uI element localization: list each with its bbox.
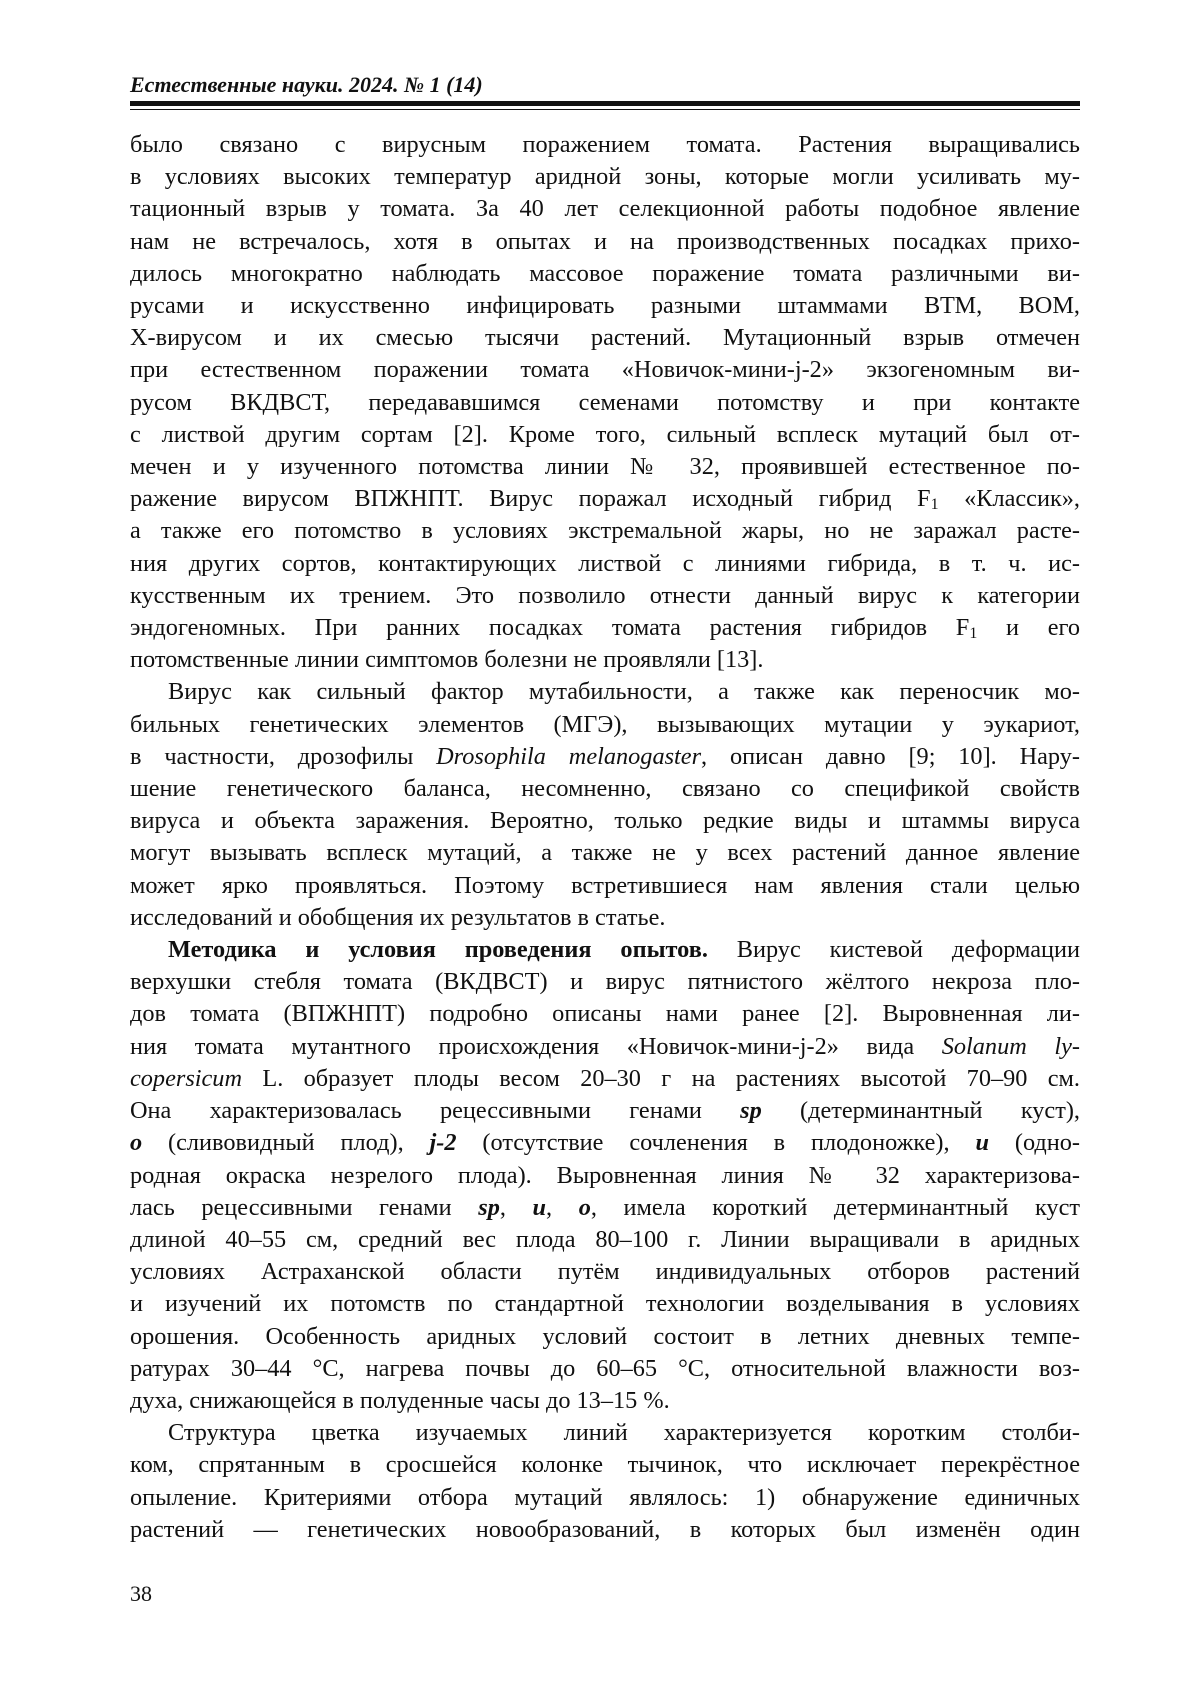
text-line: при естественном поражении томата «Новичок-мини-j-2» экзогеномным ви- (130, 356, 1080, 384)
text-run: , (499, 1193, 533, 1221)
text-run: Она характеризовалась рецессивными генами (130, 1097, 741, 1125)
text-line: бильных генетических элементов (МГЭ), вызывающих мутации у эукариот, (130, 710, 1080, 738)
text-run: в частности, дрозофилы (130, 742, 437, 770)
text-line: и изучений их потомств по стандартной технологии возделывания в условиях (130, 1290, 1080, 1318)
paragraph-3 (130, 934, 1080, 1417)
text-line: дилось многократно наблюдать массовое поражение томата различными ви- (130, 259, 1080, 287)
text-line (130, 1031, 1080, 1063)
species-name: Solanum ly- (941, 1032, 1080, 1060)
text-line (130, 741, 1080, 773)
gene-symbol: o (130, 1129, 143, 1157)
text-line: Вирус как сильный фактор мутабильности, а также как переносчик мо- (168, 678, 1080, 706)
text-run: L. образует плоды весом 20–30 г на растениях высотой 70–90 см. (242, 1064, 1080, 1092)
text-line: исследований и обобщения их результатов в статье. (130, 903, 666, 931)
article-body (130, 129, 1080, 1546)
text-line: ния других сортов, контактирующих листвой с линиями гибрида, в т. ч. ис- (130, 549, 1080, 577)
text-line (130, 612, 1080, 644)
running-header: Естественные науки. 2024. № 1 (14) (130, 72, 483, 97)
text-line: было связано с вирусным поражением томата. Растения выращивались (130, 131, 1080, 158)
text-line: могут вызывать всплеск мутаций, а также не у всех растений данное явление (130, 839, 1080, 867)
text-line: ратурах 30–44 °С, нагрева почвы до 60–65 °С, относительной влажности воз- (130, 1354, 1080, 1382)
text-line (130, 1192, 1080, 1224)
gene-symbol: u (975, 1129, 989, 1157)
text-line: ком, спрятанным в сросшейся колонке тычинок, что исключает перекрёстное (130, 1451, 1080, 1479)
subscript-1: 1 (969, 625, 978, 643)
species-name: copersicum (130, 1064, 243, 1092)
text-run: и его (977, 614, 1080, 642)
text-line: верхушки стебля томата (ВКДВСТ) и вирус пятнистого жёлтого некроза пло- (130, 968, 1080, 996)
text-line (130, 934, 1080, 966)
text-line: русами и искусственно инфицировать разными штаммами ВТМ, ВОМ, (130, 292, 1080, 320)
text-line: а также его потомство в условиях экстремальной жары, но не заражал расте- (130, 517, 1080, 545)
paragraph-1 (130, 129, 1080, 676)
text-line: шение генетического баланса, несомненно, связано со спецификой свойств (130, 775, 1080, 803)
section-heading: Методика и условия проведения опытов. (168, 936, 708, 964)
text-line: мечен и у изученного потомства линии № 32, проявившей естественное по- (130, 453, 1080, 481)
text-line (130, 1063, 1080, 1095)
text-line: нам не встречалось, хотя в опытах и на производственных посадках прихо- (130, 227, 1080, 255)
text-line: кусственным их трением. Это позволило отнести данный вирус к категории (130, 581, 1080, 609)
text-run: «Классик», (938, 485, 1080, 513)
text-line: Х-вирусом и их смесью тысячи растений. Мутационный взрыв отмечен (130, 324, 1080, 352)
page-number: 38 (130, 1581, 152, 1606)
text-run: (одно- (988, 1129, 1080, 1157)
gene-symbol: sp (478, 1193, 500, 1221)
text-line: потомственные линии симптомов болезни не проявляли [13]. (130, 646, 764, 674)
text-run: , описан давно [9; 10]. Нару- (701, 742, 1080, 770)
text-line: дов томата (ВПЖНПТ) подробно описаны нами ранее [2]. Выровненная ли- (130, 1000, 1080, 1028)
text-run: , (546, 1193, 579, 1221)
text-line (130, 1127, 1080, 1159)
text-line: вируса и объекта заражения. Вероятно, только редкие виды и штаммы вируса (130, 807, 1080, 835)
header-rule-thick (130, 101, 1080, 106)
text-run: лась рецессивными генами (130, 1193, 479, 1221)
text-run: (отсутствие сочленения в плодоножке), (456, 1129, 976, 1157)
text-line: в условиях высоких температур аридной зоны, которые могли усиливать му- (130, 163, 1080, 191)
text-run: ражение вирусом ВПЖНПТ. Вирус поражал исходный гибрид F (130, 485, 931, 513)
paragraph-2 (130, 676, 1080, 934)
text-line: тационный взрыв у томата. За 40 лет селекционной работы подобное явление (130, 195, 1080, 223)
text-run: ния томата мутантного происхождения «Новичок-мини-j-2» вида (130, 1032, 942, 1060)
text-line: русом ВКДВСТ, передававшимся семенами потомству и при контакте (130, 388, 1080, 416)
text-line: с листвой другим сортам [2]. Кроме того, сильный всплеск мутаций был от- (130, 420, 1080, 448)
header-rule-thin (130, 109, 1080, 110)
subscript-1: 1 (930, 496, 939, 514)
text-line: родная окраска незрелого плода). Выровненная линия № 32 характеризова- (130, 1161, 1080, 1189)
gene-symbol: j-2 (429, 1129, 457, 1157)
gene-symbol: o (578, 1193, 591, 1221)
text-line (130, 1095, 1080, 1127)
text-line: может ярко проявляться. Поэтому встретившиеся нам явления стали целью (130, 871, 1080, 899)
text-line: растений — генетических новообразований, в которых был изменён один (130, 1515, 1080, 1543)
gene-symbol: sp (740, 1097, 762, 1125)
text-run: эндогеномных. При ранних посадках томата растения гибридов F (130, 614, 970, 642)
text-line: орошения. Особенность аридных условий состоит в летних дневных темпе- (130, 1322, 1080, 1350)
text-run: (детерминантный куст), (761, 1097, 1080, 1125)
text-line: условиях Астраханской области путём индивидуальных отборов растений (130, 1258, 1080, 1286)
gene-symbol: u (532, 1193, 547, 1221)
text-run: , имела короткий детерминантный куст (590, 1193, 1080, 1221)
paragraph-4 (130, 1417, 1080, 1546)
text-line: духа, снижающейся в полуденные часы до 13–15 %. (130, 1386, 670, 1414)
text-run: Вирус кистевой деформации (707, 936, 1081, 964)
text-line: длиной 40–55 см, средний вес плода 80–100 г. Линии выращивали в аридных (130, 1225, 1080, 1253)
text-line (130, 483, 1080, 515)
text-line: Структура цветка изучаемых линий характеризуется коротким столби- (168, 1419, 1080, 1447)
text-line: опыление. Критериями отбора мутаций являлось: 1) обнаружение единичных (130, 1483, 1080, 1511)
species-name: Drosophila melanogaster (436, 742, 702, 770)
text-run: (сливовидный плод), (142, 1129, 430, 1157)
